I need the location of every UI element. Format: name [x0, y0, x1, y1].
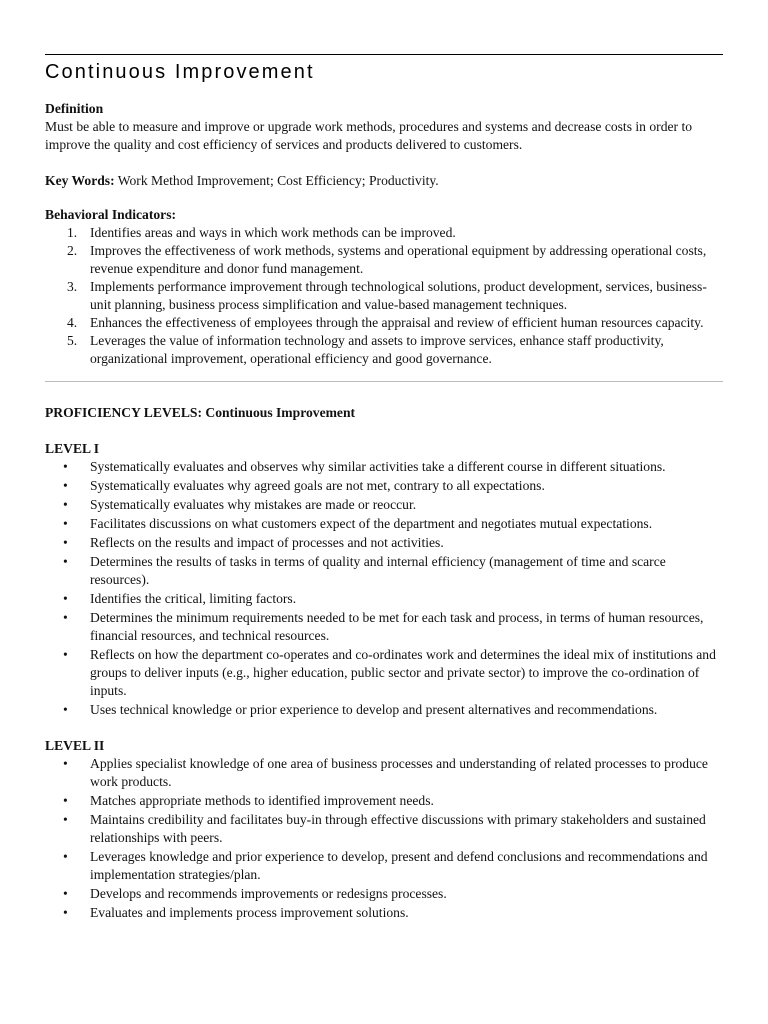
bullet-icon: •	[63, 610, 68, 625]
item-text: Develops and recommends improvements or redesigns processes.	[90, 886, 447, 901]
item-text: Determines the results of tasks in terms of quality and internal efficiency (management of time and scarce resources).	[90, 554, 666, 587]
item-number: 2.	[67, 243, 78, 258]
bullet-icon: •	[63, 812, 68, 827]
list-item	[45, 496, 723, 514]
bullet-icon: •	[63, 793, 68, 808]
item-text: Leverages knowledge and prior experience to develop, present and defend conclusions and recommendations and implementation strategies/plan.	[90, 849, 708, 882]
definition-text: Must be able to measure and improve or upgrade work methods, procedures and systems and decrease costs in order to improve the quality and cost efficiency of services and products delivered to customers.	[45, 119, 693, 152]
list-item	[45, 811, 723, 847]
list-item	[45, 553, 723, 589]
proficiency-heading: PROFICIENCY LEVELS: Continuous Improvement	[45, 405, 356, 420]
section-divider	[45, 381, 723, 382]
list-item	[45, 755, 723, 791]
list-item	[45, 534, 723, 552]
item-text: Facilitates discussions on what customers expect of the department and negotiates mutual expectations.	[90, 516, 653, 531]
level-1-list	[45, 458, 723, 719]
item-text: Reflects on how the department co-operates and co-ordinates work and determines the ideal mix of institutions and groups to deliver inputs (e.g., higher education, public sector and private sector) to improve the co-ordination of inputs.	[90, 647, 716, 698]
item-text: Maintains credibility and facilitates buy-in through effective discussions with primary stakeholders and sustained relationships with peers.	[90, 812, 706, 845]
bullet-icon: •	[63, 591, 68, 606]
list-item	[45, 646, 723, 700]
bullet-icon: •	[63, 647, 68, 662]
bullet-icon: •	[63, 535, 68, 550]
bullet-icon: •	[63, 478, 68, 493]
list-item	[45, 458, 723, 476]
bullet-icon: •	[63, 905, 68, 920]
list-item	[45, 885, 723, 903]
bullet-icon: •	[63, 756, 68, 771]
list-item	[45, 242, 723, 278]
bullet-icon: •	[63, 497, 68, 512]
item-text: Enhances the effectiveness of employees through the appraisal and review of efficient human resources capacity.	[90, 315, 704, 330]
list-item	[45, 904, 723, 922]
bullet-icon: •	[63, 849, 68, 864]
item-number: 5.	[67, 333, 78, 348]
list-item	[45, 314, 723, 332]
level-2-list	[45, 755, 723, 922]
list-item	[45, 332, 723, 368]
item-text: Systematically evaluates why mistakes are made or reoccur.	[90, 497, 417, 512]
bullet-icon: •	[63, 459, 68, 474]
bullet-icon: •	[63, 516, 68, 531]
bullet-icon: •	[63, 702, 68, 717]
item-number: 1.	[67, 225, 78, 240]
behavioral-list	[45, 224, 723, 368]
list-item	[45, 224, 723, 242]
definition-heading: Definition	[45, 101, 104, 116]
level-2-heading: LEVEL II	[45, 738, 105, 753]
item-text: Identifies the critical, limiting factors.	[90, 591, 297, 606]
item-number: 4.	[67, 315, 78, 330]
item-text: Improves the effectiveness of work methods, systems and operational equipment by addressing operational costs, revenue expenditure and donor fund management.	[90, 243, 707, 276]
list-item	[45, 848, 723, 884]
behavioral-heading: Behavioral Indicators:	[45, 207, 177, 222]
list-item	[45, 701, 723, 719]
list-item	[45, 590, 723, 608]
top-divider	[45, 54, 723, 55]
item-text: Systematically evaluates why agreed goals are not met, contrary to all expectations.	[90, 478, 545, 493]
item-text: Determines the minimum requirements needed to be met for each task and process, in terms of human resources, financial resources, and technical resources.	[90, 610, 704, 643]
page-title: Continuous Improvement	[45, 61, 315, 83]
item-text: Systematically evaluates and observes why similar activities take a different course in different situations.	[90, 459, 666, 474]
item-text: Applies specialist knowledge of one area of business processes and understanding of related processes to produce work products.	[90, 756, 708, 789]
list-item	[45, 609, 723, 645]
bullet-icon: •	[63, 554, 68, 569]
key-words	[45, 172, 723, 190]
item-text: Reflects on the results and impact of processes and not activities.	[90, 535, 444, 550]
item-text: Identifies areas and ways in which work methods can be improved.	[90, 225, 456, 240]
item-text: Evaluates and implements process improvement solutions.	[90, 905, 409, 920]
item-text: Leverages the value of information technology and assets to improve services, enhance staff productivity, organizational improvement, operational efficiency and good governance.	[90, 333, 664, 366]
item-number: 3.	[67, 279, 78, 294]
item-text: Matches appropriate methods to identified improvement needs.	[90, 793, 434, 808]
list-item	[45, 515, 723, 533]
document-body	[45, 100, 723, 923]
list-item	[45, 477, 723, 495]
bullet-icon: •	[63, 886, 68, 901]
item-text: Uses technical knowledge or prior experience to develop and present alternatives and recommendations.	[90, 702, 658, 717]
item-text: Implements performance improvement through technological solutions, product development, services, business-unit planning, business process simplification and value-based management techniques.	[90, 279, 707, 312]
list-item	[45, 278, 723, 314]
key-words-label: Key Words:	[45, 173, 115, 188]
key-words-text: Work Method Improvement; Cost Efficiency; Productivity.	[114, 173, 439, 188]
level-1-heading: LEVEL I	[45, 441, 100, 456]
list-item	[45, 792, 723, 810]
